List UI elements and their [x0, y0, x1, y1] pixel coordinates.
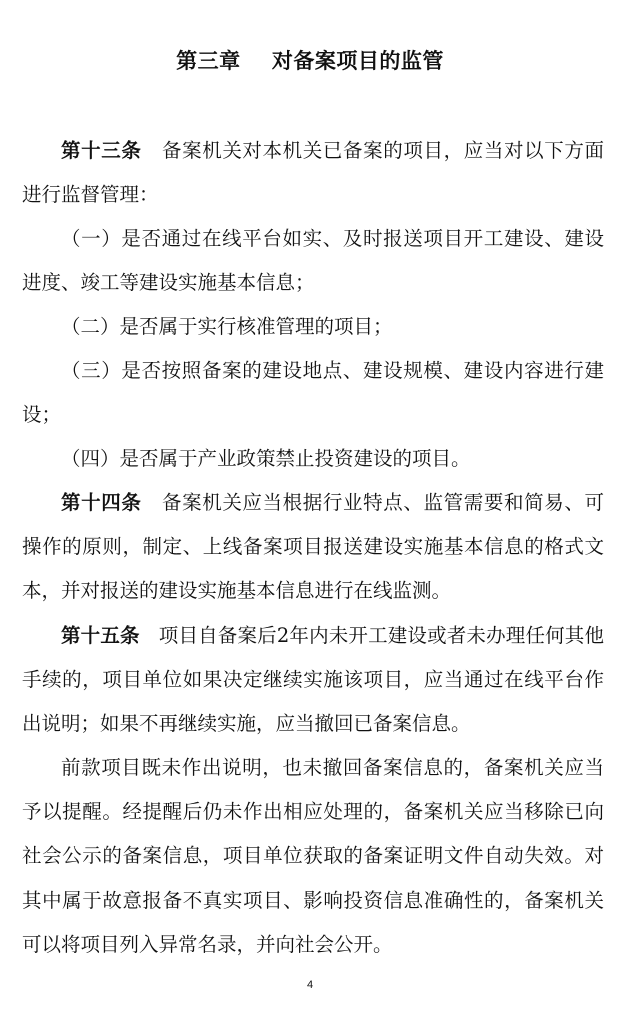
article-15-paragraph	[22, 614, 604, 747]
article-14-text: 备案机关应当根据行业特点、监管需要和简易、可操作的原则，制定、上线备案项目报送建设实施基本信息的格式文本，并对报送的建设实施基本信息进行在线监测。	[22, 491, 604, 603]
article-15-paragraph-2: 前款项目既未作出说明，也未撤回备案信息的，备案机关应当予以提醒。经提醒后仍未作出相应处理的，备案机关应当移除已向社会公示的备案信息，项目单位获取的备案证明文件自动失效。对其中属于故意报备不真实项目、影响投资信息准确性的，备案机关可以将项目列入异常名录，并向社会公开。	[22, 756, 604, 956]
page-number: 4	[306, 979, 314, 991]
article-13-item-2: （二）是否属于实行核准管理的项目；	[61, 315, 393, 338]
article-13-item-4: （四）是否属于产业政策禁止投资建设的项目。	[61, 447, 471, 470]
article-13-number: 第十三条	[61, 139, 142, 162]
article-13-item-1: （一）是否通过在线平台如实、及时报送项目开工建设、建设进度、竣工等建设实施基本信息；	[22, 227, 604, 295]
article-15-number: 第十五条	[61, 624, 140, 647]
article-14-paragraph	[22, 481, 604, 614]
article-14-number: 第十四条	[61, 491, 142, 514]
article-15-text: 项目自备案后2年内未开工建设或者未办理任何其他手续的，项目单位如果决定继续实施该项目，应当通过在线平台作出说明；如果不再继续实施，应当撤回已备案信息。	[22, 624, 604, 736]
article-13-paragraph	[22, 129, 604, 217]
article-13-text: 备案机关对本机关已备案的项目，应当对以下方面进行监督管理：	[22, 139, 604, 207]
article-13-item-3: （三）是否按照备案的建设地点、建设规模、建设内容进行建设；	[22, 359, 604, 427]
chapter-title: 第三章 对备案项目的监管	[176, 49, 444, 73]
